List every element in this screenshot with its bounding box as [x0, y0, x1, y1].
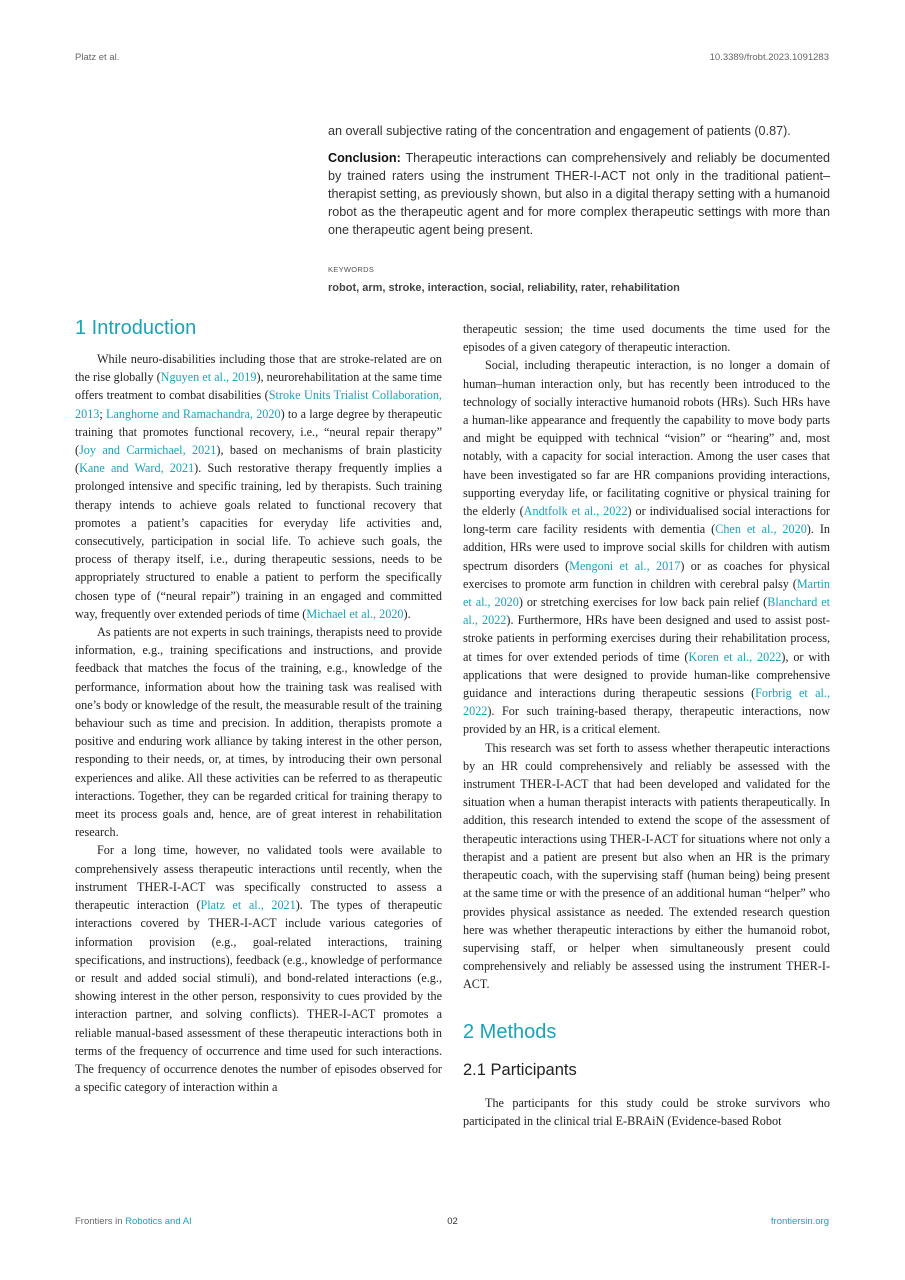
- footer-website-link[interactable]: frontiersin.org: [770, 1216, 829, 1227]
- intro-paragraph-2: As patients are not experts in such trainings, therapists need to provide information, e.g., training specifications and instructions, and provide feedback that matches the focus of the training, e.g., knowledge of the performance, information about how the training task was realised with one’s body or knowledge of the result, the measurable result of the training behaviour such as time and precision. In addition, therapists promote a positive and enduring work alliance by taking interest in the other person, responding to their needs, or, at times, by introducing their own personal experiences and alike. All these activities can be referred to as therapeutic interactions. Together, they can be regarded critical for training therapy to meet its process goals and, hence, are of great interest in rehabilitation research.: [75, 625, 442, 840]
- citation-link[interactable]: Joy and Carmichael, 2021: [79, 443, 217, 458]
- section-heading-methods: 2 Methods: [463, 1020, 557, 1043]
- citation-link[interactable]: Koren et al., 2022: [688, 649, 782, 664]
- citation-link[interactable]: Nguyen et al., 2019: [160, 370, 257, 385]
- left-column: [75, 314, 442, 1096]
- conclusion-text: Therapeutic interactions can comprehensively and reliably be documented by trained raters using the instrument THER-I-ACT not only in the traditional patient–therapist setting, as previously shown, but also in a digital therapy setting with a humanoid robot as the therapeutic agent and for more complex therapeutic settings with more than one therapeutic agent being present.: [328, 151, 830, 237]
- citation-link[interactable]: Langhorne and Ramachandra, 2020: [106, 406, 281, 421]
- methods-paragraph-1: The participants for this study could be stroke survivors who participated in the clinical trial E-BRAiN (Evidence-based Robot: [463, 1095, 830, 1128]
- citation-link[interactable]: Forbrig et al., 2022: [463, 686, 830, 719]
- citation-link[interactable]: Stroke Units Trialist Collaboration, 2013: [75, 388, 442, 421]
- abstract-section: [328, 122, 830, 239]
- citation-link[interactable]: Mengoni et al., 2017: [569, 558, 681, 573]
- abstract-results-tail: an overall subjective rating of the concentration and engagement of patients (0.87).: [328, 124, 791, 138]
- citation-link[interactable]: Michael et al., 2020: [306, 606, 404, 621]
- abstract-conclusion: [328, 149, 830, 239]
- conclusion-label: Conclusion:: [328, 151, 401, 165]
- right-column: [463, 320, 830, 1130]
- running-head-authors: Platz et al.: [75, 52, 120, 63]
- footer-journal: Frontiers in Robotics and AI: [75, 1216, 192, 1227]
- intro-paragraph-4: Social, including therapeutic interaction, is no longer a domain of human–human interaction only, but has recently been introduced to the technology of socially interactive humanoid robots (HRs). Such HRs have a human-like appearance and frequently the capability to move body parts and might be equipped with technical “vision” or “hearing” and, most notably, with a capacity for social interaction. Among the user cases that have been investigated so far are HR companions providing interactions, supporting everyday life, or facilitating cognitive or physical training for the elderly (Andtfolk et al., 2022) or individualised social interactions for long-term care facility residents with dementia (Chen et al., 2020). In addition, HRs were used to improve social skills for children with autism spectrum disorders (Mengoni et al., 2017) or as coaches for physical exercises to promote arm function in children with cerebral palsy (Martin et al., 2020) or stretching exercises for low back pain relief (Blanchard et al., 2022). Furthermore, HRs have been designed and used to assist post-stroke patients in performing exercises during their rehabilitation process, at times for over extended periods of time (Koren et al., 2022), or with applications that were designed to provide human-like comprehensive guidance and interactions during therapeutic sessions (Forbrig et al., 2022). For such training-based therapy, therapeutic interactions, now provided by an HR, is a critical element.: [463, 358, 830, 737]
- citation-link[interactable]: Blanchard et al., 2022: [463, 595, 830, 628]
- citation-link[interactable]: Andtfolk et al., 2022: [523, 504, 628, 519]
- keywords-label: KEYWORDS: [328, 265, 375, 274]
- citation-link[interactable]: Kane and Ward, 2021: [79, 461, 195, 476]
- journal-link[interactable]: Robotics and AI: [125, 1216, 192, 1227]
- keywords-list: robot, arm, stroke, interaction, social, reliability, rater, rehabilitation: [328, 282, 680, 294]
- citation-link[interactable]: Platz et al., 2021: [200, 898, 296, 913]
- subsection-heading-participants: 2.1 Participants: [463, 1060, 577, 1079]
- page-number: 02: [447, 1216, 458, 1227]
- citation-link[interactable]: Martin et al., 2020: [463, 576, 830, 610]
- intro-paragraph-3-continued: therapeutic session; the time used documents the time used for the episodes of a given category of therapeutic interaction.: [463, 322, 830, 355]
- running-head-doi: 10.3389/frobt.2023.1091283: [709, 52, 829, 63]
- citation-link[interactable]: Chen et al., 2020: [715, 522, 807, 537]
- intro-paragraph-1: While neuro-disabilities including those that are stroke-related are on the rise globally (Nguyen et al., 2019), neurorehabilitation at the same time offers treatment to combat disabilities (Stroke Units Trialist Collaboration, 2013; Langhorne and Ramachandra, 2020) to a large degree by therapeutic training that promotes functional recovery, i.e., “neural repair therapy” (Joy and Carmichael, 2021), based on mechanisms of brain plasticity (Kane and Ward, 2021). Such restorative therapy frequently implies a prolonged intensive and specific training, led by therapists. Such training therapy intends to achieve goals related to functional recovery that promotes a patient’s capacities for everyday life activities and, consecutively, participation in social life. To achieve such goals, the process of therapy itself, i.e., during therapeutic sessions, needs to be appropriately structured to enable a patient to perform the specifically chosen type of (“neural repair”) training in an engaged and committed way, frequently over extended periods of time (Michael et al., 2020).: [75, 352, 442, 621]
- section-heading-introduction: 1 Introduction: [75, 317, 197, 339]
- intro-paragraph-3: For a long time, however, no validated tools were available to comprehensively assess therapeutic interactions until recently, when the instrument THER-I-ACT was specifically constructed to assess a therapeutic interaction (Platz et al., 2021). The types of therapeutic interactions covered by THER-I-ACT include various categories of information provision (e.g., goal-related interactions, training specifications, and instructions), feedback (e.g., knowledge of performance or result and added social stimuli), and bond-related interactions (e.g., showing interest in the other person, responsivity to cues provided by the interaction partner, and solving conflicts). THER-I-ACT promotes a reliable manual-based assessment of these therapeutic interactions both in terms of the frequency of occurrence and time used for such interactions. The frequency of occurrence denotes the number of episodes observed for a specific category of interaction within a: [75, 843, 442, 1095]
- intro-paragraph-5: This research was set forth to assess whether therapeutic interactions by an HR could comprehensively and reliably be assessed with the instrument THER-I-ACT that had been developed and validated for the situation when a human therapist interacts with patients therapeutically. In addition, this research intended to extend the scope of the assessment of therapeutic interactions using THER-I-ACT for situations where not only a therapist and a patient are present but also when an HR is the primary therapeutic coach, with the supervising staff (human being) being present at the same time or with the presence of an additional human “helper” who provides physical assistance as needed. The extended research question here was whether therapeutic interactions by either the humanoid robot, supervising staff, or helper when simultaneously present could comprehensively and reliably be assessed using the instrument THER-I-ACT.: [463, 740, 830, 992]
